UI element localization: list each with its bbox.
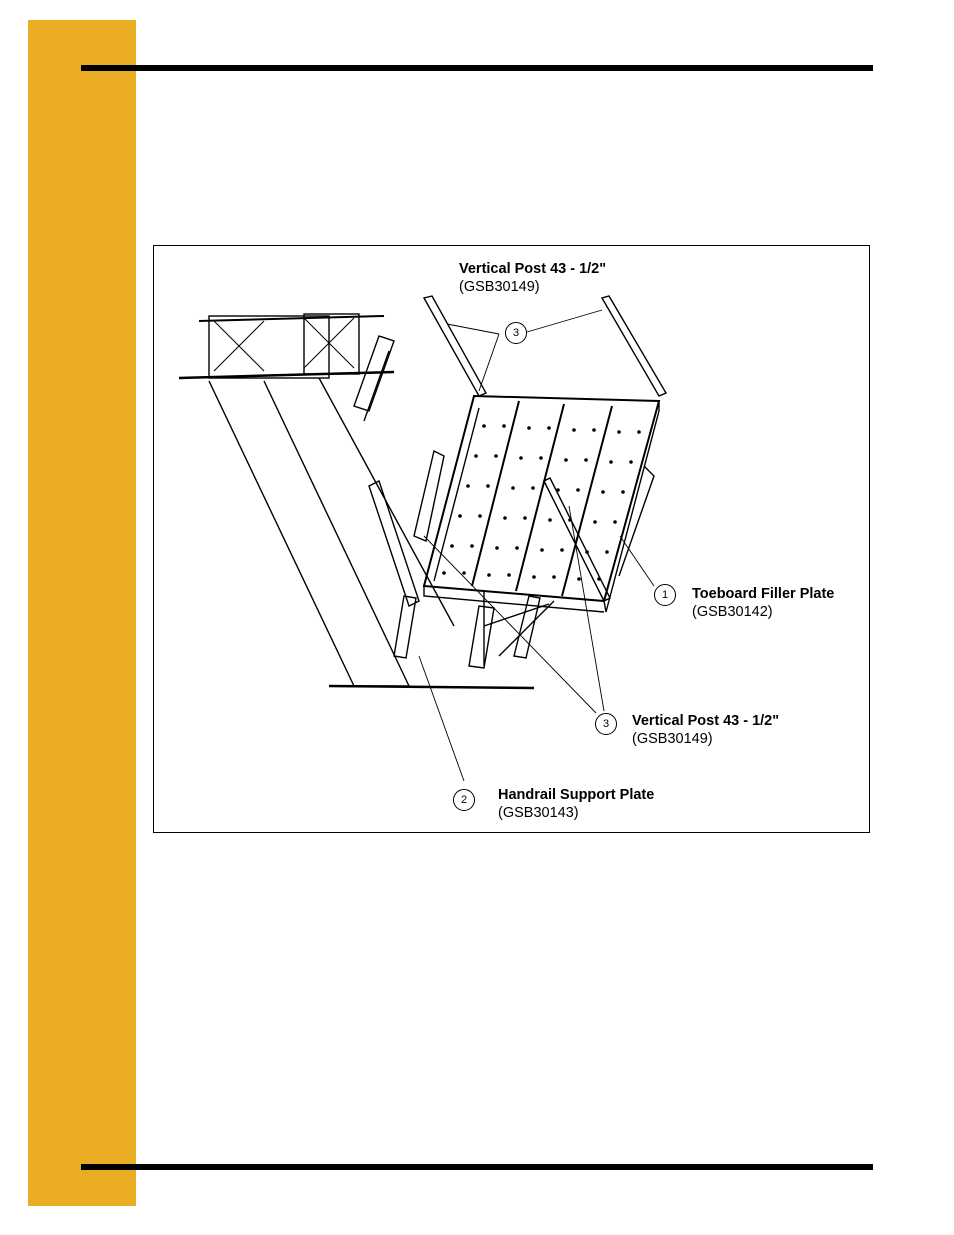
callout-part-number: (GSB30149) xyxy=(632,731,713,747)
callout-part-number: (GSB30143) xyxy=(498,805,579,821)
callout-name: Vertical Post 43 - 1/2" xyxy=(632,713,780,729)
callout-part-number: (GSB30142) xyxy=(692,604,773,620)
side-bar xyxy=(28,20,136,1206)
callout-number: 1 xyxy=(654,584,676,606)
figure-frame xyxy=(153,245,870,833)
callout-name: Handrail Support Plate xyxy=(498,787,655,803)
callout-name: Vertical Post 43 - 1/2" xyxy=(459,261,607,277)
callout-part-number: (GSB30149) xyxy=(459,279,540,295)
callout-label xyxy=(498,786,654,822)
callout-number: 2 xyxy=(453,789,475,811)
callout-label xyxy=(632,712,779,748)
callout-number: 3 xyxy=(505,322,527,344)
header-rule xyxy=(81,65,873,71)
footer-rule xyxy=(81,1164,873,1170)
callout-label xyxy=(459,260,606,296)
callout-label xyxy=(692,585,834,621)
callout-number: 3 xyxy=(595,713,617,735)
callout-name: Toeboard Filler Plate xyxy=(692,586,835,602)
